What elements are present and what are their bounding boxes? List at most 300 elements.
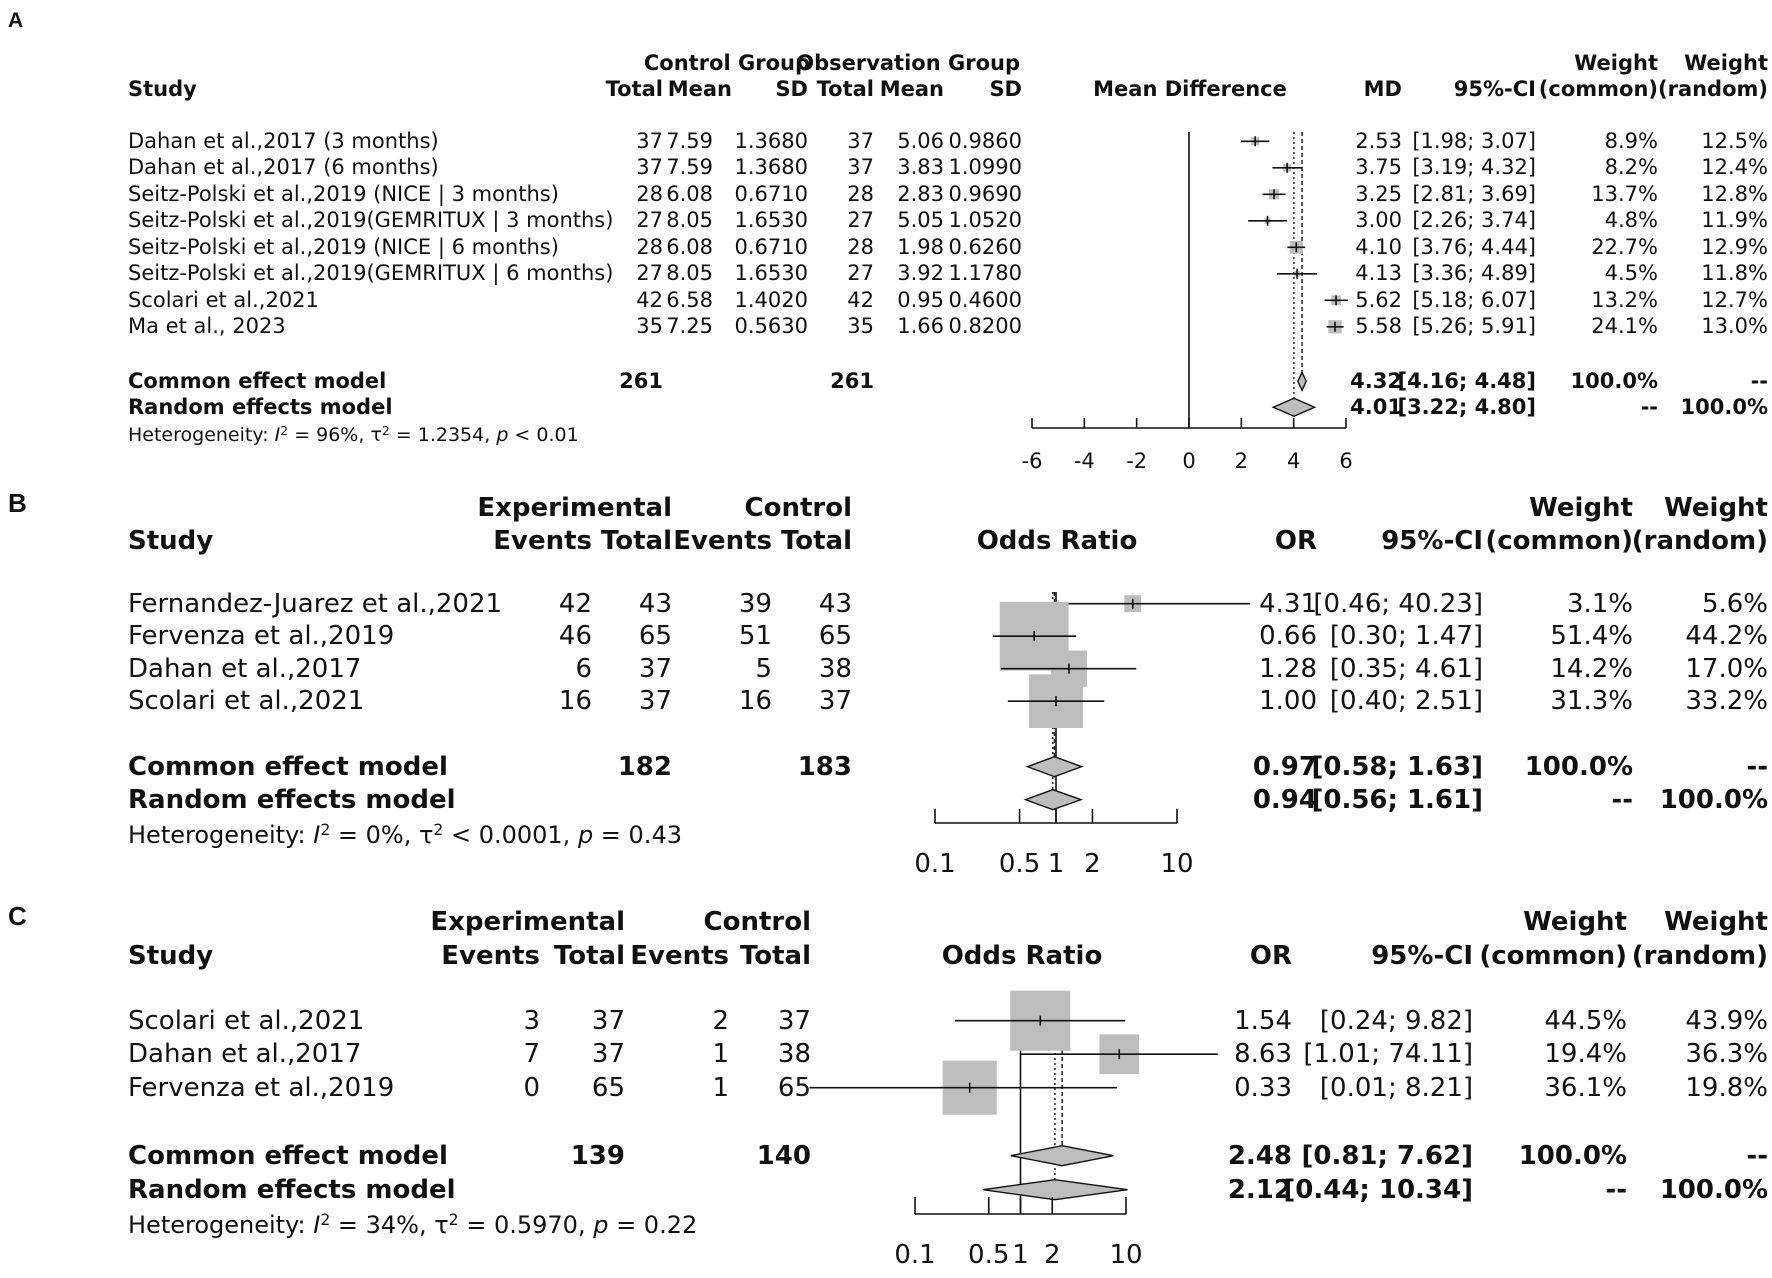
common-ci: [0.81; 7.62]	[1301, 1140, 1473, 1171]
weight-random-header: (random)	[1631, 525, 1768, 556]
ctrl-total: 65	[777, 1072, 811, 1103]
ctrl-events-header: Events	[630, 940, 729, 971]
p-symbol: p	[577, 820, 594, 849]
estimate-value: 3.00	[1355, 208, 1402, 233]
x-axis-tick-label: 0.1	[914, 849, 956, 879]
weight-square	[1290, 241, 1303, 254]
weight-square	[1328, 320, 1341, 333]
weight-common-value: 14.2%	[1550, 653, 1633, 684]
group2-header: Control	[744, 492, 852, 523]
observation-total: 37	[847, 155, 874, 180]
exp-events: 3	[523, 1005, 540, 1036]
control-sd: 1.6530	[734, 261, 808, 286]
weight-square	[1051, 651, 1087, 687]
i2-value: = 0%,	[330, 820, 419, 849]
control-mean: 7.25	[666, 314, 713, 339]
random-effects-label: Random effects model	[128, 784, 456, 815]
study-name: Dahan et al.,2017	[128, 1039, 362, 1070]
panel-label: B	[8, 488, 27, 518]
study-name: Scolari et al.,2021	[128, 1005, 365, 1036]
common-effect-label: Common effect model	[128, 368, 387, 393]
ctrl-total-header: Total	[739, 940, 811, 971]
control-mean: 6.08	[666, 234, 713, 259]
i2-symbol: I	[274, 423, 281, 446]
x-axis-tick-label: -4	[1073, 449, 1095, 473]
weight-common-value: 8.2%	[1604, 155, 1658, 180]
ci-value: [0.40; 2.51]	[1329, 686, 1483, 717]
heterogeneity-prefix: Heterogeneity:	[128, 820, 314, 849]
study-name: Ma et al., 2023	[128, 314, 286, 339]
common-ctrl-total: 140	[756, 1140, 811, 1171]
ci-value: [0.35; 4.61]	[1329, 653, 1483, 684]
observation-sd-header: SD	[989, 76, 1022, 101]
common-ci: [4.16; 4.48]	[1397, 368, 1536, 393]
tau-value: < 0.0001,	[443, 820, 578, 849]
ctrl-events: 1	[712, 1072, 729, 1103]
weight-common-value: 8.9%	[1604, 128, 1658, 153]
study-name: Dahan et al.,2017 (6 months)	[128, 155, 439, 180]
i2-value: = 34%,	[330, 1210, 435, 1239]
tau-symbol: τ	[418, 820, 434, 849]
random-weight-common: --	[1605, 1174, 1627, 1205]
random-effects-diamond	[983, 1180, 1128, 1200]
control-sd: 0.5630	[734, 314, 808, 339]
weight-random-value: 36.3%	[1685, 1039, 1768, 1070]
x-axis-tick-label: 10	[1109, 1240, 1143, 1270]
common-effect-diamond	[1027, 757, 1081, 777]
study-name: Seitz-Polski et al.,2019(GEMRITUX | 6 months)	[128, 261, 614, 286]
panel-label: C	[8, 901, 27, 931]
heterogeneity-prefix: Heterogeneity:	[128, 423, 275, 446]
random-estimate: 4.01	[1350, 394, 1402, 419]
exp-total-header: Total	[600, 525, 672, 556]
x-axis-tick-label: 0.5	[998, 849, 1041, 879]
weight-square	[1265, 218, 1271, 224]
weight-random-value: 17.0%	[1685, 653, 1768, 684]
ci-value: [3.19; 4.32]	[1412, 155, 1536, 180]
weight-common-value: 3.1%	[1566, 588, 1633, 619]
random-ci: [3.22; 4.80]	[1397, 394, 1536, 419]
common-observation-total: 261	[830, 368, 874, 393]
heterogeneity-text	[128, 1210, 698, 1239]
control-sd: 1.3680	[734, 128, 808, 153]
ci-value: [3.76; 4.44]	[1412, 234, 1536, 259]
estimate-value: 3.25	[1355, 181, 1402, 206]
observation-mean: 3.92	[897, 261, 944, 286]
x-axis-tick-label: 0.5	[968, 1240, 1010, 1270]
study-name: Seitz-Polski et al.,2019 (NICE | 3 months)	[128, 181, 559, 206]
ci-value: [2.81; 3.69]	[1412, 181, 1536, 206]
weight-square	[1029, 674, 1083, 728]
estimate-value: 5.62	[1355, 287, 1402, 312]
exp-total: 65	[591, 1072, 625, 1103]
weight-common-value: 24.1%	[1591, 314, 1658, 339]
estimate-value: 2.53	[1355, 128, 1402, 153]
weight-header-common: Weight	[1523, 906, 1627, 937]
common-control-total: 261	[619, 368, 663, 393]
observation-mean: 0.95	[897, 287, 944, 312]
ci-value: [0.46; 40.23]	[1313, 588, 1483, 619]
exp-total: 43	[638, 588, 672, 619]
weight-common-value: 22.7%	[1591, 234, 1658, 259]
random-weight-common: --	[1640, 394, 1658, 419]
group1-header: Experimental	[430, 906, 625, 937]
control-total: 28	[636, 234, 663, 259]
random-weight-random: 100.0%	[1680, 394, 1768, 419]
weight-random-value: 12.5%	[1701, 128, 1768, 153]
control-total-header: Total	[605, 76, 663, 101]
tau-superscript: 2	[448, 1210, 459, 1229]
ctrl-total: 38	[818, 653, 852, 684]
observation-mean: 3.83	[897, 155, 944, 180]
ctrl-total: 65	[818, 621, 852, 652]
p-symbol: p	[593, 1210, 609, 1239]
common-weight-random: --	[1746, 751, 1768, 782]
control-mean: 8.05	[666, 261, 713, 286]
estimate-header: OR	[1274, 525, 1317, 556]
ci-value: [0.30; 1.47]	[1329, 621, 1483, 652]
observation-total: 35	[847, 314, 874, 339]
exp-total: 65	[638, 621, 672, 652]
estimate-value: 1.54	[1234, 1005, 1292, 1036]
random-effects-label: Random effects model	[128, 1174, 456, 1205]
estimate-value: 3.75	[1355, 155, 1402, 180]
observation-sd: 1.0520	[948, 208, 1022, 233]
i2-superscript: 2	[320, 1210, 331, 1229]
ctrl-events: 51	[738, 621, 772, 652]
study-header: Study	[128, 76, 197, 101]
control-sd: 1.3680	[734, 155, 808, 180]
study-name: Scolari et al.,2021	[128, 287, 319, 312]
study-name: Seitz-Polski et al.,2019 (NICE | 6 months)	[128, 234, 559, 259]
weight-square	[1099, 1034, 1139, 1074]
ci-value: [2.26; 3.74]	[1412, 208, 1536, 233]
weight-random-value: 12.7%	[1701, 287, 1768, 312]
ctrl-events: 1	[712, 1039, 729, 1070]
x-axis-tick-label: -2	[1126, 449, 1148, 473]
common-effect-diamond	[1011, 1146, 1114, 1166]
observation-sd: 0.4600	[948, 287, 1022, 312]
observation-mean: 1.66	[897, 314, 944, 339]
weight-header-common: Weight	[1574, 50, 1658, 75]
ci-value: [3.36; 4.89]	[1412, 261, 1536, 286]
heterogeneity-text	[128, 425, 579, 445]
control-mean: 7.59	[666, 155, 713, 180]
ci-header: 95%-CI	[1371, 940, 1473, 971]
group2-header: Control	[703, 906, 811, 937]
observation-mean: 5.06	[897, 128, 944, 153]
common-estimate: 0.97	[1252, 751, 1317, 782]
ci-value: [1.98; 3.07]	[1412, 128, 1536, 153]
p-value: = 0.43	[593, 820, 682, 849]
exp-events: 7	[523, 1039, 540, 1070]
common-ctrl-total: 183	[797, 751, 852, 782]
weight-random-value: 11.8%	[1701, 261, 1768, 286]
common-weight-common: 100.0%	[1524, 751, 1633, 782]
random-estimate: 2.12	[1227, 1174, 1292, 1205]
x-axis-tick-label: 0.1	[894, 1240, 936, 1270]
observation-total: 27	[847, 261, 874, 286]
plot-title: Mean Difference	[1093, 76, 1287, 101]
ctrl-total-header: Total	[780, 525, 852, 556]
control-mean: 6.08	[666, 181, 713, 206]
x-axis-tick-label: 2	[1084, 849, 1101, 879]
weight-header-common: Weight	[1529, 492, 1633, 523]
ci-value: [5.26; 5.91]	[1412, 314, 1536, 339]
group2-header: Observation Group	[796, 50, 1020, 75]
control-total: 27	[636, 261, 663, 286]
weight-square	[1269, 189, 1279, 199]
ci-value: [0.24; 9.82]	[1319, 1005, 1473, 1036]
weight-random-header: (random)	[1657, 76, 1768, 101]
weight-random-value: 12.9%	[1701, 234, 1768, 259]
x-axis-tick-label: 1	[1012, 1240, 1029, 1270]
weight-common-value: 36.1%	[1544, 1072, 1627, 1103]
x-axis-tick-label: 2	[1043, 1240, 1061, 1270]
weight-random-value: 11.9%	[1701, 208, 1768, 233]
p-value: < 0.01	[508, 423, 579, 446]
weight-header-random: Weight	[1664, 906, 1768, 937]
weight-header-random: Weight	[1684, 50, 1768, 75]
weight-common-value: 4.5%	[1604, 261, 1658, 286]
ci-header: 95%-CI	[1453, 76, 1536, 101]
group1-header: Experimental	[477, 492, 672, 523]
weight-square	[1251, 137, 1259, 145]
common-effect-label: Common effect model	[128, 751, 448, 782]
weight-common-value: 19.4%	[1544, 1039, 1627, 1070]
weight-square	[1294, 271, 1300, 277]
common-estimate: 2.48	[1227, 1140, 1292, 1171]
ctrl-events: 2	[712, 1005, 729, 1036]
ci-value: [0.01; 8.21]	[1319, 1072, 1473, 1103]
observation-total: 42	[847, 287, 874, 312]
estimate-value: 5.58	[1355, 314, 1402, 339]
weight-random-value: 13.0%	[1701, 314, 1768, 339]
x-axis-tick-label: 0	[1182, 449, 1196, 473]
estimate-value: 1.28	[1259, 653, 1317, 684]
control-sd: 1.4020	[734, 287, 808, 312]
weight-common-value: 13.7%	[1591, 181, 1658, 206]
weight-common-header: (common)	[1485, 525, 1633, 556]
study-name: Fervenza et al.,2019	[128, 1072, 395, 1103]
i2-value: = 96%,	[288, 423, 371, 446]
heterogeneity-text	[128, 820, 682, 849]
x-axis-tick-label: 10	[1160, 849, 1194, 879]
ci-value: [5.18; 6.07]	[1412, 287, 1536, 312]
observation-sd: 0.8200	[948, 314, 1022, 339]
study-name: Dahan et al.,2017 (3 months)	[128, 128, 439, 153]
weight-random-value: 19.8%	[1685, 1072, 1768, 1103]
control-total: 35	[636, 314, 663, 339]
weight-random-value: 12.4%	[1701, 155, 1768, 180]
weight-random-header: (random)	[1631, 940, 1768, 971]
observation-sd: 1.0990	[948, 155, 1022, 180]
weight-header-random: Weight	[1664, 492, 1768, 523]
exp-events-header: Events	[493, 525, 592, 556]
weight-random-value: 33.2%	[1685, 686, 1768, 717]
random-ci: [0.56; 1.61]	[1311, 784, 1483, 815]
random-weight-random: 100.0%	[1659, 1174, 1768, 1205]
random-weight-random: 100.0%	[1659, 784, 1768, 815]
observation-sd: 0.6260	[948, 234, 1022, 259]
tau-symbol: τ	[434, 1210, 449, 1239]
weight-common-header: (common)	[1479, 940, 1627, 971]
ctrl-total: 38	[777, 1039, 811, 1070]
observation-mean-header: Mean	[879, 76, 944, 101]
control-total: 37	[636, 128, 663, 153]
study-header: Study	[128, 940, 214, 971]
exp-total: 37	[591, 1005, 625, 1036]
i2-symbol: I	[313, 820, 321, 849]
weight-common-header: (common)	[1538, 76, 1658, 101]
observation-total: 27	[847, 208, 874, 233]
estimate-value: 0.66	[1259, 621, 1317, 652]
observation-mean: 5.05	[897, 208, 944, 233]
weight-square	[1124, 595, 1141, 612]
common-effect-diamond	[1298, 372, 1306, 390]
tau-superscript: 2	[381, 423, 390, 438]
tau-value: = 1.2354,	[389, 423, 497, 446]
plot-title: Odds Ratio	[976, 525, 1138, 556]
common-ci: [0.58; 1.63]	[1311, 751, 1483, 782]
control-mean-header: Mean	[667, 76, 732, 101]
estimate-value: 4.10	[1355, 234, 1402, 259]
estimate-value: 4.13	[1355, 261, 1402, 286]
ci-value: [1.01; 74.11]	[1303, 1039, 1473, 1070]
control-mean: 8.05	[666, 208, 713, 233]
common-exp-total: 139	[570, 1140, 625, 1171]
p-symbol: p	[496, 423, 509, 446]
estimate-value: 8.63	[1234, 1039, 1292, 1070]
panel-label: A	[8, 9, 24, 32]
tau-value: = 0.5970,	[458, 1210, 594, 1239]
ctrl-events: 39	[738, 588, 772, 619]
weight-common-value: 4.8%	[1604, 208, 1658, 233]
observation-sd: 0.9690	[948, 181, 1022, 206]
ctrl-total: 37	[818, 686, 852, 717]
observation-mean: 2.83	[897, 181, 944, 206]
observation-total: 28	[847, 234, 874, 259]
common-exp-total: 182	[617, 751, 672, 782]
common-weight-random: --	[1746, 1140, 1768, 1171]
observation-total: 37	[847, 128, 874, 153]
weight-random-value: 12.8%	[1701, 181, 1768, 206]
random-effects-label: Random effects model	[128, 394, 393, 419]
ctrl-total: 37	[777, 1005, 811, 1036]
group1-header: Control Group	[643, 50, 810, 75]
weight-common-value: 44.5%	[1544, 1005, 1627, 1036]
weight-common-value: 13.2%	[1591, 287, 1658, 312]
control-total: 42	[636, 287, 663, 312]
exp-total: 37	[638, 653, 672, 684]
estimate-header: MD	[1363, 76, 1402, 101]
random-effects-diamond	[1026, 790, 1081, 810]
ctrl-events: 16	[738, 686, 772, 717]
control-mean: 6.58	[666, 287, 713, 312]
weight-square	[1000, 602, 1069, 671]
i2-superscript: 2	[320, 820, 331, 839]
p-value: = 0.22	[608, 1210, 698, 1239]
control-total: 37	[636, 155, 663, 180]
exp-total: 37	[591, 1039, 625, 1070]
exp-total-header: Total	[553, 940, 625, 971]
weight-random-value: 43.9%	[1685, 1005, 1768, 1036]
ci-header: 95%-CI	[1381, 525, 1483, 556]
x-axis-tick-label: 1	[1047, 849, 1065, 879]
i2-superscript: 2	[280, 423, 289, 438]
control-total: 28	[636, 181, 663, 206]
estimate-value: 0.33	[1234, 1072, 1292, 1103]
exp-events: 46	[558, 621, 592, 652]
x-axis-tick-label: 4	[1286, 449, 1301, 473]
control-sd: 0.6710	[734, 181, 808, 206]
exp-events: 6	[575, 653, 592, 684]
x-axis-tick-label: 6	[1339, 449, 1353, 473]
weight-common-value: 51.4%	[1550, 621, 1633, 652]
ctrl-events: 5	[755, 653, 772, 684]
tau-symbol: τ	[370, 423, 382, 446]
observation-total-header: Total	[816, 76, 874, 101]
exp-events: 0	[523, 1072, 540, 1103]
common-weight-common: 100.0%	[1518, 1140, 1627, 1171]
observation-sd: 1.1780	[948, 261, 1022, 286]
estimate-value: 4.31	[1259, 588, 1317, 619]
observation-sd: 0.9860	[948, 128, 1022, 153]
control-sd-header: SD	[775, 76, 808, 101]
random-weight-common: --	[1611, 784, 1633, 815]
heterogeneity-prefix: Heterogeneity:	[128, 1210, 314, 1239]
common-effect-label: Common effect model	[128, 1140, 448, 1171]
ctrl-total: 43	[818, 588, 852, 619]
plot-title: Odds Ratio	[941, 940, 1103, 971]
study-header: Study	[128, 525, 214, 556]
weight-square	[943, 1061, 997, 1115]
ctrl-events-header: Events	[673, 525, 772, 556]
tau-superscript: 2	[433, 820, 444, 839]
observation-total: 28	[847, 181, 874, 206]
random-estimate: 0.94	[1252, 784, 1317, 815]
estimate-value: 1.00	[1259, 686, 1317, 717]
control-total: 27	[636, 208, 663, 233]
study-name: Seitz-Polski et al.,2019(GEMRITUX | 3 months)	[128, 208, 614, 233]
exp-events-header: Events	[441, 940, 540, 971]
exp-events: 16	[558, 686, 592, 717]
exp-total: 37	[638, 686, 672, 717]
estimate-header: OR	[1249, 940, 1292, 971]
x-axis-tick-label: -6	[1021, 449, 1043, 473]
common-estimate: 4.32	[1350, 368, 1402, 393]
control-mean: 7.59	[666, 128, 713, 153]
weight-square	[1283, 164, 1291, 172]
study-name: Dahan et al.,2017	[128, 653, 362, 684]
common-weight-common: 100.0%	[1570, 368, 1658, 393]
x-axis-tick-label: 2	[1234, 449, 1249, 473]
study-name: Fervenza et al.,2019	[128, 621, 395, 652]
weight-random-value: 44.2%	[1685, 621, 1768, 652]
i2-symbol: I	[313, 1210, 321, 1239]
exp-events: 42	[558, 588, 592, 619]
random-effects-diamond	[1273, 398, 1314, 416]
weight-random-value: 5.6%	[1701, 588, 1768, 619]
weight-common-value: 31.3%	[1550, 686, 1633, 717]
weight-square	[1010, 991, 1070, 1051]
study-name: Fernandez-Juarez et al.,2021	[128, 588, 503, 619]
observation-mean: 1.98	[897, 234, 944, 259]
weight-square	[1331, 295, 1341, 305]
common-weight-random: --	[1750, 368, 1768, 393]
control-sd: 1.6530	[734, 208, 808, 233]
study-name: Scolari et al.,2021	[128, 686, 365, 717]
